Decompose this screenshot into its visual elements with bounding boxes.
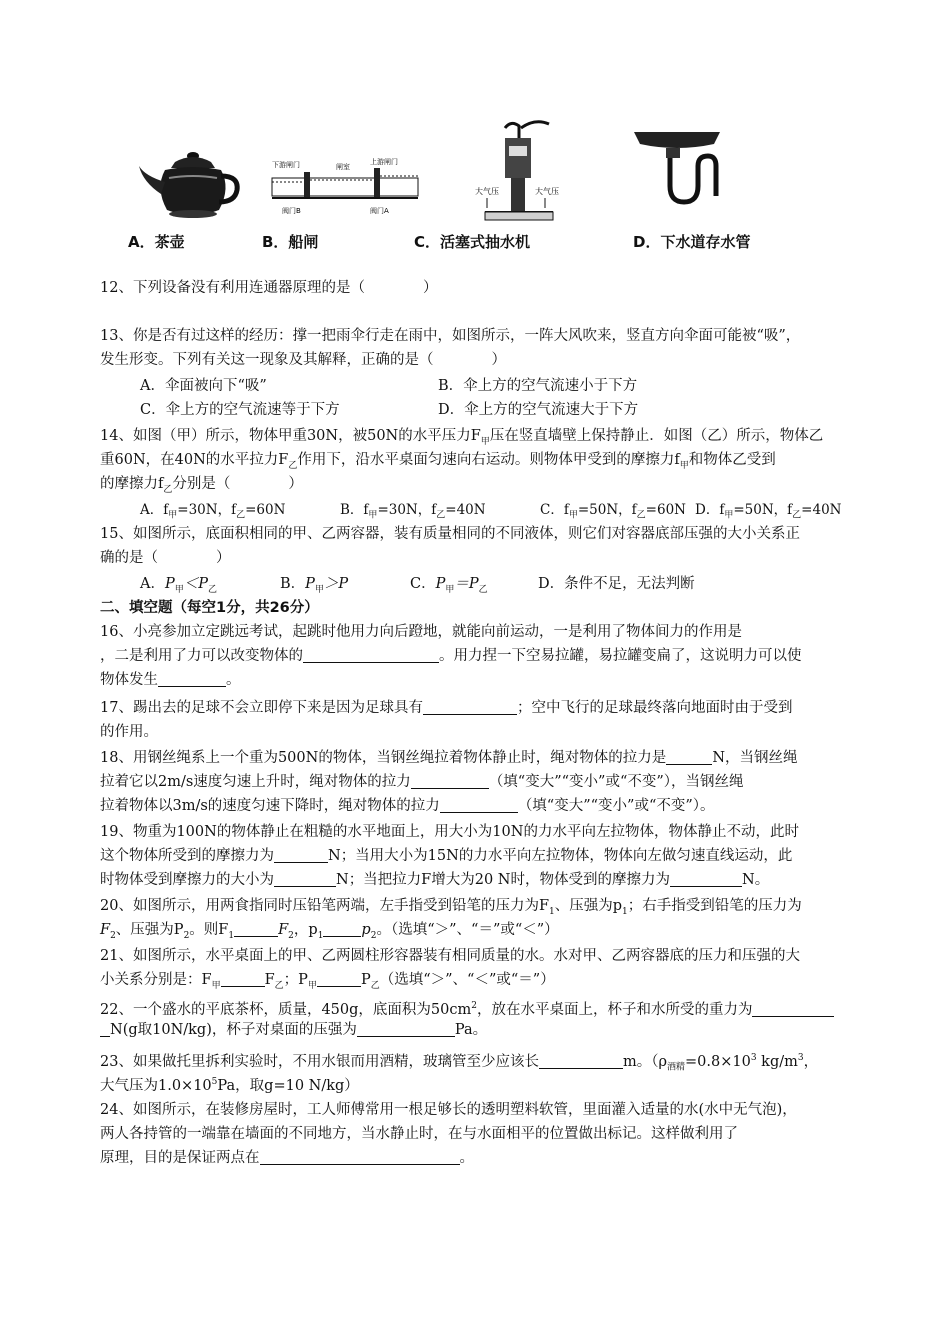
q19-line2: 这个物体所受到的摩擦力为 N；当用大小为15N的力水平向左拉物体，物体向左做匀速直线运动，此 [100, 848, 793, 864]
q18-line2: 拉着它以2m/s速度匀速上升时，绳对物体的拉力 （填“变大”“变小”或“不变”），当钢丝绳 [100, 774, 744, 790]
q19-blank-2[interactable] [274, 870, 336, 887]
q23-line1: 23、如果做托里拆利实验时，不用水银而用酒精，玻璃管至少应该长 m。（$\rho_{酒精}=0.8\times 10^3$ $kg/m^3$， [100, 1053, 819, 1073]
q24-blank-1[interactable] [260, 1148, 460, 1165]
q18-blank-3[interactable] [440, 796, 518, 813]
q19-line1: 19、物重为100N的物体静止在粗糙的水平地面上，用大小为10N的力水平向左拉物体，物体静止不动，此时 [100, 824, 799, 840]
q24-line3: 原理，目的是保证两点在 。 [100, 1150, 474, 1166]
q14-option-a: A．$f_甲=30N$，$f_乙=60N$ [140, 502, 286, 521]
q18-line1: 18、用钢丝绳系上一个重为500N的物体，当钢丝绳拉着物体静止时，绳对物体的拉力是 N，当钢丝绳 [100, 750, 798, 766]
q17-line1: 17、踢出去的足球不会立即停下来是因为足球具有 ；空中飞行的足球最终落向地面时由于受到 [100, 700, 793, 716]
q15-option-d: D．条件不足，无法判断 [538, 576, 695, 592]
piston-pump-figure [465, 118, 575, 223]
q20-blank-2[interactable] [323, 920, 361, 937]
q22-blank-2[interactable] [357, 1020, 455, 1037]
q19-blank-3[interactable] [670, 870, 742, 887]
q14-line2: 重60N，在40N的水平拉力$F_乙$作用下，沿水平桌面匀速向右运动。则物体甲受到的摩擦力$f_甲$和物体乙受到 [100, 452, 776, 471]
q13-option-a: A．伞面被向下“吸” [140, 378, 267, 394]
ship-lock-figure [270, 158, 420, 218]
q13-line1: 13、你是否有过这样的经历：撑一把雨伞行走在雨中，如图所示，一阵大风吹来，竖直方向伞面可能被“吸”， [100, 328, 801, 344]
q13-option-d: D．伞上方的空气流速大于下方 [438, 402, 639, 418]
q24-line2: 两人各持管的一端靠在墙面的不同地方，当水静止时，在与水面相平的位置做出标记。这样做利用了 [100, 1126, 738, 1142]
q23-blank-1[interactable] [539, 1052, 623, 1069]
q16-line2: ，二是利用了力可以改变物体的 。用力捏一下空易拉罐，易拉罐变扁了，这说明力可以使 [100, 648, 802, 664]
q22-line2: N(g取10N/kg)，杯子对桌面的压强为 Pa。 [100, 1018, 870, 1042]
q18-blank-1[interactable] [666, 748, 712, 765]
q22-line1: 22、一个盛水的平底茶杯，质量，450g，底面积为$50cm^2$，放在水平桌面上，杯子和水所受的重力为 [100, 994, 870, 1022]
q13-option-c: C．伞上方的空气流速等于下方 [140, 402, 340, 418]
pump-label-atmosphere-left: 大气压 [475, 187, 499, 196]
q16-blank-2[interactable] [158, 670, 226, 687]
pump-label-atmosphere-right: 大气压 [535, 187, 559, 196]
caption-sink-trap: D．下水道存水管 [633, 233, 751, 251]
q16-line3: 物体发生 。 [100, 672, 241, 688]
q15-option-c: C．$P_甲=P_乙$ [410, 576, 488, 595]
caption-ship-lock: B．船闸 [262, 233, 319, 251]
q15-option-b: B．$P_甲>P$ [280, 576, 349, 595]
q21-line1: 21、如图所示，水平桌面上的甲、乙两圆柱形容器装有相同质量的水。水对甲、乙两容器底的压力和压强的大 [100, 948, 800, 964]
q20-line1: 20、如图所示，用两食指同时压铅笔两端，左手指受到铅笔的压力为$F_1$、压强为$p_1$；右手指受到铅笔的压力为 [100, 898, 802, 917]
q19-blank-1[interactable] [274, 846, 328, 863]
q13-line2: 发生形变。下列有关这一现象及其解释，正确的是（ ） [100, 352, 506, 368]
q20-line2: $F_2$、压强为$P_2$。则$F_1$ $F_2$，$p_1$ $p_2$。（选填“＞”、“＝”或“＜”） [100, 922, 559, 941]
q14-line1: 14、如图（甲）所示，物体甲重30N，被50N的水平压力$F_甲$压在竖直墙壁上保持静止．如图（乙）所示，物体乙 [100, 428, 824, 447]
q14-option-b: B．$f_甲=30N$，$f_乙=40N$ [340, 502, 486, 521]
figures-row [120, 118, 840, 228]
q13-options-row2 [140, 398, 910, 422]
q12-text: 12、下列设备没有利用连通器原理的是（ ） [100, 280, 438, 296]
q21-blank-2[interactable] [317, 970, 361, 987]
q16-blank-1[interactable] [303, 646, 439, 663]
lock-label-valve-a: 阀门A [370, 207, 389, 215]
q15-line1: 15、如图所示，底面积相同的甲、乙两容器，装有质量相同的不同液体，则它们对容器底部压强的大小关系正 [100, 526, 800, 542]
q18-line3: 拉着物体以3m/s的速度匀速下降时，绳对物体的拉力 （填“变大”“变小”或“不变”）。 [100, 798, 715, 814]
q14-option-c: C．$f_甲=50N$，$f_乙=60N$ [540, 502, 686, 521]
lock-label-valve-b: 阀门B [282, 207, 301, 215]
q17-blank-1[interactable] [423, 698, 517, 715]
q14-option-d: D．$f_甲=50N$，$f_乙=40N$ [695, 502, 842, 521]
sink-trap-figure [630, 126, 730, 211]
q23-line2: 大气压为$1.0\times 10^5Pa$，取g=10 N/kg） [100, 1077, 359, 1094]
q20-blank-1[interactable] [234, 920, 278, 937]
q16-line1: 16、小亮参加立定跳远考试，起跳时他用力向后蹬地，就能向前运动，一是利用了物体间力的作用是 [100, 624, 742, 640]
q15-line2: 确的是（ ） [100, 550, 231, 566]
q13-option-b: B．伞上方的空气流速小于下方 [438, 378, 638, 394]
q19-line3: 时物体受到摩擦力的大小为 N；当把拉力F增大为20 N时，物体受到的摩擦力为 N。 [100, 872, 770, 888]
q21-blank-1[interactable] [221, 970, 265, 987]
q24-line1: 24、如图所示，在装修房屋时，工人师傅常用一根足够长的透明塑料软管，里面灌入适量的水(水中无气泡)， [100, 1102, 797, 1118]
caption-piston-pump: C．活塞式抽水机 [414, 233, 531, 251]
q17-line2: 的作用。 [100, 724, 158, 740]
teapot-figure [135, 148, 245, 223]
lock-label-downstream-gate: 下游闸门 [272, 161, 300, 169]
q21-line2: 小关系分别是：$F_甲$ $F_乙$；$P_甲$ $P_乙$（选填“＞”、“＜”或“＝”） [100, 972, 555, 991]
q14-line3: 的摩擦力$f_乙$分别是（ ） [100, 476, 303, 495]
caption-teapot: A．茶壶 [128, 233, 185, 251]
lock-label-chamber: 闸室 [336, 163, 350, 171]
lock-label-upstream-gate: 上游闸门 [370, 158, 398, 166]
q13-options-row1 [140, 374, 910, 398]
section-fill-in-title: 二、填空题（每空1分，共26分） [100, 600, 319, 616]
q22-blank-1[interactable] [752, 1000, 834, 1017]
q18-blank-2[interactable] [411, 772, 489, 789]
q15-option-a: A．$P_甲<P_乙$ [140, 576, 218, 595]
